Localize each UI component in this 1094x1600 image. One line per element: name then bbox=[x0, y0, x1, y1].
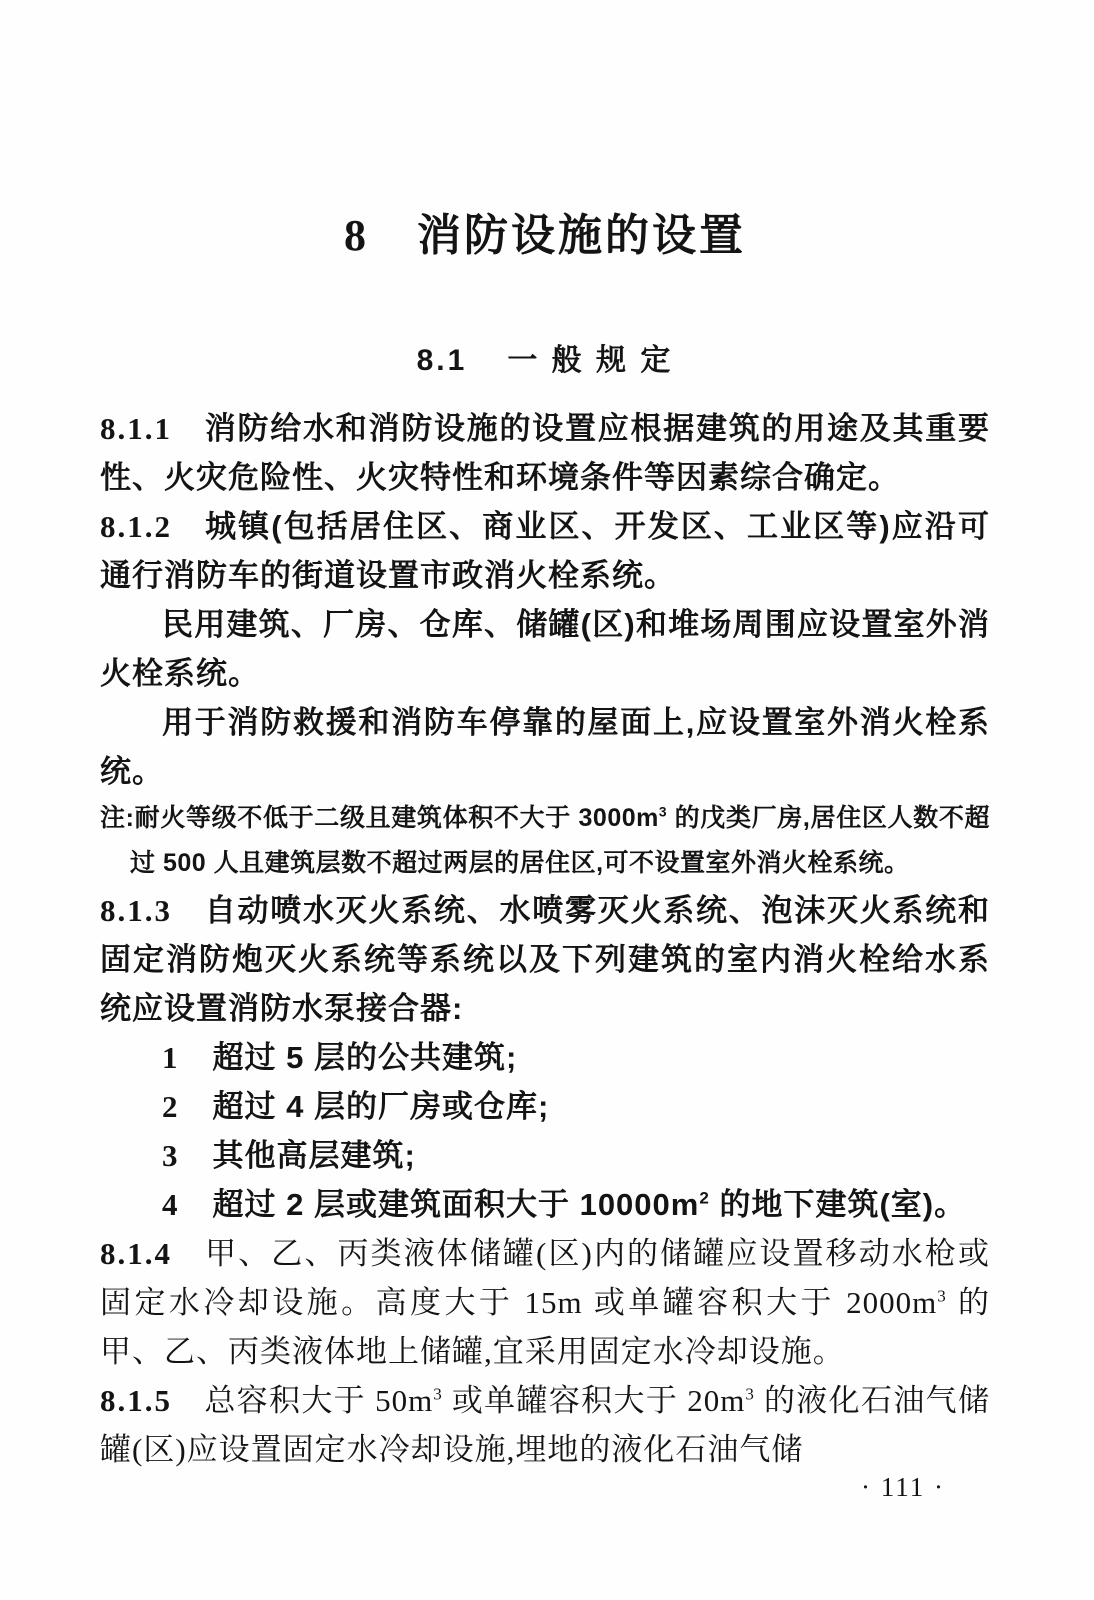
page-content bbox=[100, 0, 990, 1474]
body-text bbox=[100, 404, 990, 1474]
clause-8-1-2-text: 城镇(包括居住区、商业区、开发区、工业区等)应沿可通行消防车的街道设置市政消火栓系统。 bbox=[100, 509, 990, 593]
clause-8-1-5-superscript-1: 3 bbox=[433, 1384, 443, 1404]
clause-8-1-4 bbox=[100, 1229, 990, 1376]
clause-8-1-4-number: 8.1.4 bbox=[100, 1236, 172, 1271]
clause-note bbox=[100, 796, 990, 886]
clause-8-1-5-text-part2: 或单罐容积大于 20m bbox=[442, 1383, 746, 1418]
list-item-4-text-tail: 的地下建筑(室)。 bbox=[709, 1187, 967, 1222]
page-number: · 111 · bbox=[861, 1472, 945, 1502]
note-text-part2: 的戊类厂房,居住区人数不超过 500 人且建筑层数不超过两层的居住区,可不设置室外消火栓系统。 bbox=[130, 804, 991, 877]
list-item-3-number: 3 bbox=[162, 1138, 179, 1173]
clause-8-1-5-text-part1: 总容积大于 50m bbox=[204, 1383, 434, 1418]
section-heading bbox=[100, 344, 990, 378]
clause-8-1-5-text-part3: 的液化石油气储罐(区)应设置固定水冷却设施,埋地的液化石油气储 bbox=[100, 1383, 990, 1467]
paragraph-civil-buildings-text: 民用建筑、厂房、仓库、储罐(区)和堆场周围应设置室外消火栓系统。 bbox=[100, 607, 990, 691]
list-item-4-superscript: 2 bbox=[699, 1188, 710, 1208]
section-title-text: 一 般 规 定 bbox=[507, 344, 674, 377]
chapter-title-text: 消防设施的设置 bbox=[417, 211, 746, 260]
clause-8-1-5 bbox=[100, 1376, 990, 1474]
list-item-1-number: 1 bbox=[162, 1040, 179, 1075]
clause-8-1-5-number: 8.1.5 bbox=[100, 1383, 172, 1418]
list-item-4-text: 超过 2 层或建筑面积大于 10000m bbox=[212, 1187, 700, 1222]
clause-8-1-4-text-part1: 甲、乙、丙类液体储罐(区)内的储罐应设置移动水枪或固定水冷却设施。高度大于 15m 或单罐容积大于 2000m bbox=[100, 1236, 990, 1320]
clause-8-1-2 bbox=[100, 502, 990, 600]
paragraph-fire-rescue-roof-text: 用于消防救援和消防车停靠的屋面上,应设置室外消火栓系统。 bbox=[100, 705, 990, 789]
note-text-part1: 耐火等级不低于二级且建筑体积不大于 3000m bbox=[134, 804, 659, 832]
chapter-title bbox=[100, 212, 990, 260]
list-item-4-number: 4 bbox=[162, 1187, 179, 1222]
clause-8-1-3-number: 8.1.3 bbox=[100, 893, 172, 928]
clause-8-1-1-text: 消防给水和消防设施的设置应根据建筑的用途及其重要性、火灾危险性、火灾特性和环境条件等因素综合确定。 bbox=[100, 411, 990, 495]
clause-8-1-1-number: 8.1.1 bbox=[100, 411, 172, 446]
clause-8-1-5-superscript-2: 3 bbox=[745, 1384, 755, 1404]
list-item-3 bbox=[100, 1131, 990, 1180]
list-item-2-text: 超过 4 层的厂房或仓库; bbox=[212, 1089, 550, 1124]
list-item-4 bbox=[100, 1180, 990, 1229]
clause-8-1-3 bbox=[100, 886, 990, 1033]
section-number: 8.1 bbox=[416, 344, 468, 377]
note-label: 注: bbox=[100, 804, 135, 832]
clause-8-1-2-number: 8.1.2 bbox=[100, 509, 172, 544]
chapter-number: 8 bbox=[344, 211, 369, 260]
clause-8-1-1 bbox=[100, 404, 990, 502]
list-item-3-text: 其他高层建筑; bbox=[212, 1138, 416, 1173]
list-item-2-number: 2 bbox=[162, 1089, 179, 1124]
list-item-1-text: 超过 5 层的公共建筑; bbox=[212, 1040, 518, 1075]
list-item-1 bbox=[100, 1033, 990, 1082]
clause-8-1-4-superscript: 3 bbox=[937, 1286, 947, 1306]
paragraph-civil-buildings bbox=[100, 600, 990, 698]
clause-8-1-3-text: 自动喷水灭火系统、水喷雾灭火系统、泡沫灭火系统和固定消防炮灭火系统等系统以及下列建筑的室内消火栓给水系统应设置消防水泵接合器: bbox=[100, 893, 990, 1026]
list-item-2 bbox=[100, 1082, 990, 1131]
note-superscript: 3 bbox=[658, 804, 668, 820]
paragraph-fire-rescue-roof bbox=[100, 698, 990, 796]
clause-8-1-4-text-part2: 的甲、乙、丙类液体地上储罐,宜采用固定水冷却设施。 bbox=[100, 1285, 990, 1369]
